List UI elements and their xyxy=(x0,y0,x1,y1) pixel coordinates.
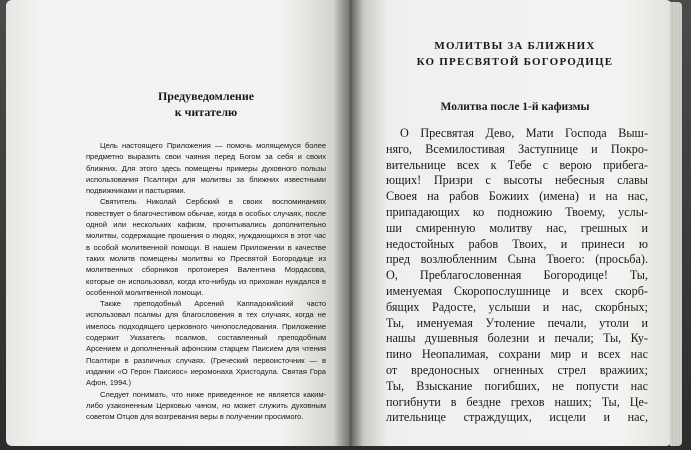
left-page-heading xyxy=(86,88,326,120)
prayer-line: бящих Радосте, услыши и нас, скорбных; xyxy=(386,299,648,314)
prayer-line: нашы душевныя болезни и печали; Ты, Ку- xyxy=(386,331,648,346)
left-paragraph-1: Цель настоящего Приложения — помочь молящемуся более предметно выразить свои чаяния перед Богом за себя и своих ближних. Для этого здесь помещены примеры духовного пользы использования Псалтири для молитвы за ближних известными подвижниками и пастырями. xyxy=(86,141,326,196)
prayer-line: от вредоносных огненных стрел вражиих; xyxy=(386,362,648,377)
prayer-line: лительнице страждущих, исцели и нас, xyxy=(386,410,648,425)
page-edges xyxy=(670,2,682,446)
prayer-line: О, Преблагословенная Богородице! Ты, xyxy=(386,268,648,283)
prayer-line: погибнути в бездне грехов наших; Ты, Це- xyxy=(386,394,648,409)
prayer-line: вительнице всех к Тебе с верою прибега- xyxy=(386,157,648,172)
prayer-text xyxy=(386,126,648,426)
prayer-line: ши смиренную молитву нас, грешных и xyxy=(386,220,648,235)
prayer-line: припадающих ко подножию Твоему, услы- xyxy=(386,204,648,219)
prayer-line: Своея на рабов Божиих (имена) и на нас, xyxy=(386,189,648,204)
prayer-line: пред возлюбленним Сына Твоего: (просьба). xyxy=(386,252,648,267)
left-page-body xyxy=(86,140,326,422)
prayer-line: О Пресвятая Дево, Мати Господа Выш- xyxy=(400,126,648,140)
left-paragraph-4: Следует понимать, что ниже приведенное не является каким-либо узаконенным Церковью чином, но может служить духовным советом Отцов для возгревания веры в получении просимого. xyxy=(86,389,326,422)
left-heading-line-2: к читателю xyxy=(174,105,238,119)
left-paragraph-2: Святитель Николай Сербский в своих воспоминаниях повествует о благочестивом обычае, когда в особых случаях, после одной или нескольких кафизм, прочитывались дополнительно молитвы, содержащие прошения о людях, нуждающихся в этот час в особой молитвенной помощи. В нашем Приложении в качестве таких молитв помещены молитвы ко Пресвятой Богородице из молитвенных сборников протоиерея Валентина Мордасова, которые он использовал, когда кто-нибудь из прихожан нуждался в особенной молитвенной помощи. xyxy=(86,197,326,297)
book-spine-shadow xyxy=(334,0,366,446)
prayer-line: именуемая Скоропослушнице и всех скорб- xyxy=(386,283,648,298)
prayer-line: Ты, Взыскание погибших, не попусти нас xyxy=(386,378,648,393)
prayer-line: пино Неопалимая, сохрани мир и всех нас xyxy=(386,347,648,362)
prayer-line: ющих! Призри с высоты небесныя славы xyxy=(386,173,648,188)
prayer-line: няго, Всемилостивая Заступнице и Покро- xyxy=(386,141,648,156)
right-page-heading xyxy=(395,38,635,70)
prayer-title: Молитва после 1-й кафизмы xyxy=(440,101,590,113)
prayer-line: Ты, именуемая Утоление печали, утоли и xyxy=(386,315,648,330)
left-paragraph-3: Также преподобный Арсений Каппадокийский часто использовал псалмы для благословения в тех случаях, когда не имелось подходящего церковного чинопоследования. Приложение содержит Указатель псалмов, составленный преподобным Арсением и дополненный афонским старцем Паисием для чтения Псалтири в различных случаях. (Греческий первоисточник — в издании «О Герон Паисиос» иеромонаха Христодула. Святая Гора Афон, 1994.) xyxy=(86,299,326,388)
right-heading-line-1: МОЛИТВЫ ЗА БЛИЖНИХ xyxy=(434,40,596,52)
prayer-line: недостойных рабов Твоих, и принеси ю xyxy=(386,236,648,251)
left-heading-line-1: Предуведомление xyxy=(157,89,255,103)
right-heading-line-2: КО ПРЕСВЯТОЙ БОГОРОДИЦЕ xyxy=(416,56,614,68)
